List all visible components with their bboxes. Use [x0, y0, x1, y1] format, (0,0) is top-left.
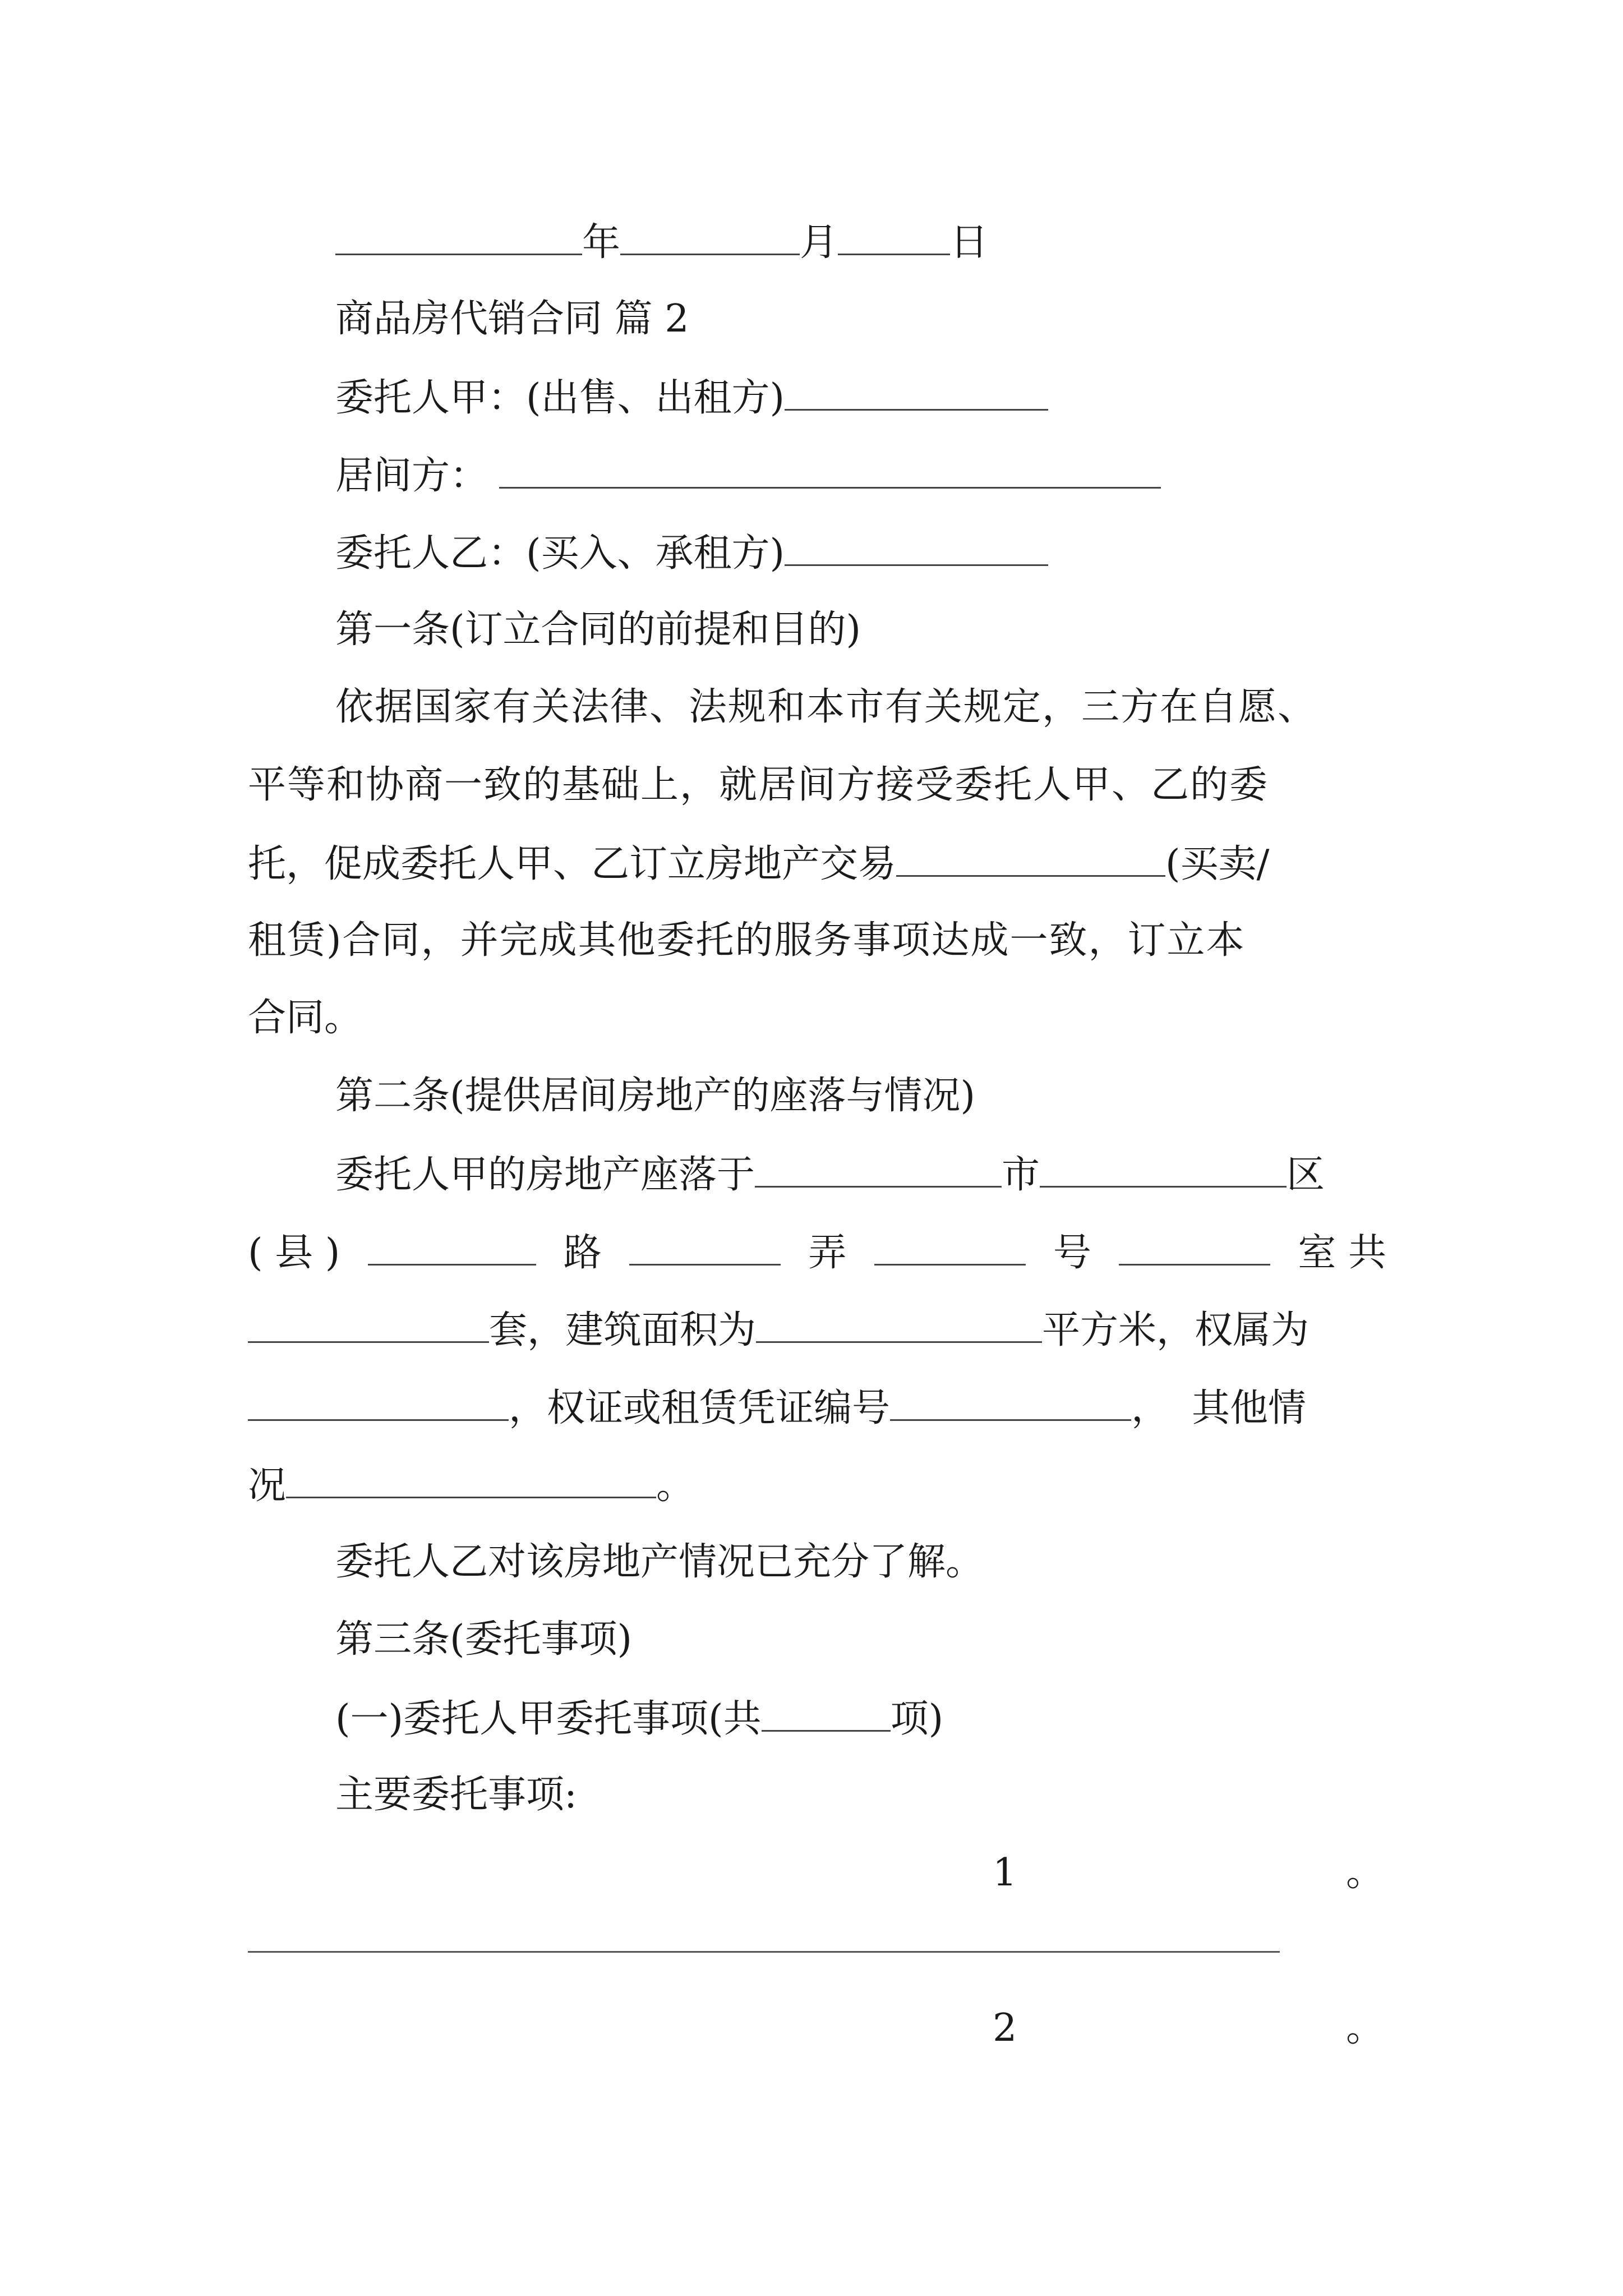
other-blank: [286, 1465, 656, 1498]
article-1-text-line-4: 租赁)合同，并完成其他委托的服务事项达成一致，订立本: [248, 918, 1246, 963]
road-blank: [629, 1232, 781, 1266]
room-label: 室 共: [1298, 1231, 1386, 1275]
date-line: [335, 220, 989, 265]
broker-label: 居间方：: [335, 454, 488, 498]
article-1-text-3b: (买卖/: [1165, 842, 1270, 886]
sub-1-lead: (一)委托人甲委托事项(共: [335, 1697, 762, 1741]
article-3-sub-1: [335, 1697, 944, 1741]
county-label: ( 县 ): [248, 1231, 340, 1275]
party-a-line: [335, 376, 1048, 420]
party-a-label: 委托人甲：(出售、出租方): [335, 376, 785, 420]
ownership-blank: [248, 1388, 509, 1421]
other-end: 。: [656, 1464, 695, 1508]
number-blank: [1119, 1232, 1270, 1266]
district-label: 区: [1287, 1153, 1325, 1197]
city-label: 市: [1002, 1153, 1040, 1197]
address-line-5: [248, 1464, 695, 1508]
party-a-blank: [785, 378, 1048, 411]
broker-line: [335, 454, 1161, 498]
article-2-text-2: 委托人乙对该房地产情况已充分了解。: [335, 1540, 984, 1584]
item-2-end: 。: [1346, 2006, 1385, 2050]
article-1-heading: 第一条(订立合同的前提和目的): [335, 608, 861, 652]
month-label: 月: [800, 220, 838, 265]
main-items-label: 主要委托事项:: [335, 1773, 577, 1817]
article-1-text-line-5: 合同。: [248, 996, 363, 1040]
other-lead: 其他情: [1192, 1386, 1307, 1430]
article-3-heading: 第三条(委托事项): [335, 1617, 633, 1662]
item-1-end: 。: [1346, 1851, 1385, 1895]
article-1-text-line-1: 依据国家有关法律、法规和本市有关规定，三方在自愿、: [335, 685, 1317, 729]
certificate-lead: ，权证或租赁凭证编号: [509, 1386, 891, 1430]
broker-blank: [499, 455, 1161, 489]
county-blank: [368, 1232, 536, 1266]
month-blank: [620, 222, 800, 255]
city-blank: [755, 1154, 1002, 1188]
district-blank: [1040, 1154, 1287, 1188]
address-line-3: [248, 1310, 1309, 1350]
day-blank: [838, 222, 950, 255]
party-b-line: [335, 531, 1048, 576]
address-line-2: [248, 1231, 1386, 1275]
article-1-text-line-2: 平等和协商一致的基础上，就居间方接受委托人甲、乙的委: [248, 763, 1269, 807]
article-1-text-3a: 托，促成委托人甲、乙订立房地产交易: [248, 842, 897, 886]
item-1-number: 1: [993, 1851, 1017, 1895]
road-label: 路: [563, 1231, 602, 1275]
item-count-blank: [762, 1699, 891, 1732]
number-label: 号: [1053, 1231, 1091, 1275]
party-b-blank: [785, 533, 1048, 566]
article-1-text-line-3: [248, 844, 1269, 884]
party-b-label: 委托人乙：(买入、承租方): [335, 531, 785, 576]
certificate-blank: [890, 1388, 1131, 1421]
transaction-type-blank: [896, 844, 1165, 877]
sub-1-end: 项): [890, 1697, 944, 1741]
other-label: 况: [248, 1464, 287, 1508]
ownership-lead: 平方米，权属为: [1042, 1308, 1310, 1352]
article-2-heading: 第二条(提供居间房地产的座落与情况): [335, 1074, 976, 1118]
address-line-4: [248, 1388, 1306, 1428]
area-blank: [756, 1310, 1042, 1343]
year-label: 年: [582, 220, 621, 265]
year-blank: [335, 222, 582, 255]
address-lead: 委托人甲的房地产座落于: [335, 1153, 755, 1197]
day-label: 日: [950, 220, 989, 265]
document-title: 商品房代销合同 篇 2: [335, 297, 689, 341]
units-blank: [248, 1310, 489, 1343]
item-2-number: 2: [993, 2006, 1017, 2050]
item-1-rule: [248, 1951, 1280, 1953]
lane-blank: [874, 1232, 1026, 1266]
address-line-1: [335, 1153, 1325, 1197]
certificate-comma: ，: [1131, 1386, 1170, 1430]
area-lead: 套，建筑面积为: [489, 1308, 757, 1352]
lane-label: 弄: [808, 1231, 847, 1275]
